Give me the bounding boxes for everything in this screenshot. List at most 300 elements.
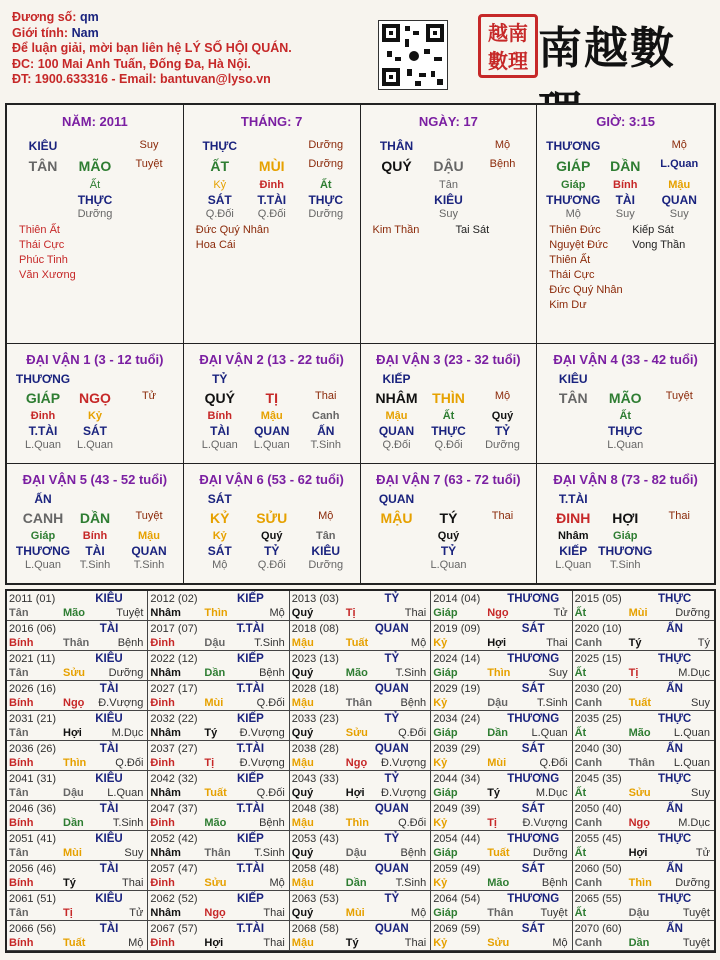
year-branch: Dậu: [628, 907, 650, 919]
hidden-god: T.TÀI: [28, 424, 58, 438]
year-branch: Ngọ: [63, 697, 85, 709]
year-branch: Thân: [204, 847, 231, 859]
year-branch: Tý: [63, 877, 76, 889]
year-god: KIÊU: [95, 593, 123, 605]
phone-email-line: ĐT: 1900.633316 - Email: bantuvan@lyso.vn: [12, 72, 271, 86]
hidden-stem: Đinh: [30, 410, 56, 422]
year-cell: [7, 621, 148, 651]
year-cell: [431, 861, 572, 891]
year-god: SÁT: [521, 743, 545, 755]
pillar-notes: [373, 223, 420, 238]
year-state: Q.Đối: [115, 757, 144, 769]
pillar-month: [184, 105, 361, 343]
gender-label: Giới tính:: [12, 25, 69, 40]
note: Thiên Ất: [19, 224, 60, 236]
pillar-hidden-stem: Ất: [89, 179, 101, 191]
hidden-state: Mộ: [565, 208, 581, 220]
pillar-hidden-stem: Tân: [439, 179, 458, 191]
year-state: Mộ: [410, 907, 427, 919]
hidden-stem: Quý: [491, 410, 514, 422]
hidden-stem: Mậu: [138, 530, 160, 542]
pillar-state: L.Quan: [660, 158, 699, 170]
year-cell: [290, 651, 431, 681]
hidden-state: L.Quan: [253, 439, 290, 451]
year-label: 2055 (45): [574, 833, 622, 845]
dai-van-top: KIÊU: [558, 372, 588, 386]
year-state: M.Dục: [678, 667, 710, 679]
year-state: Q.Đối: [256, 787, 285, 799]
year-branch: Mùi: [345, 907, 365, 919]
year-state: T.Sinh: [395, 877, 427, 889]
year-cell: [7, 801, 148, 831]
dai-van-cell: [184, 464, 361, 583]
year-cell: [573, 621, 714, 651]
year-god: T.TÀI: [236, 923, 265, 935]
dai-van-top: THƯƠNG: [15, 372, 71, 386]
year-branch: Thân: [63, 637, 90, 649]
year-cell: [7, 921, 148, 951]
year-state: Mộ: [269, 877, 285, 889]
year-label: 2051 (41): [9, 833, 57, 845]
dai-van-state: Thai: [668, 510, 690, 522]
hidden-god: TỶ: [264, 544, 280, 558]
year-branch: Mão: [487, 877, 510, 889]
year-god: KIẾP: [236, 893, 264, 905]
year-state: Dưỡng: [532, 847, 568, 859]
pillar-can: QUÝ: [381, 158, 412, 174]
year-stem: Tân: [9, 667, 29, 679]
year-state: T.Sinh: [537, 697, 568, 709]
year-state: T.Sinh: [395, 667, 427, 679]
hidden-state: T.Sinh: [133, 559, 165, 571]
dai-van-can: GIÁP: [25, 390, 61, 406]
hidden-state: Dưỡng: [308, 559, 344, 571]
year-label: 2017 (07): [150, 623, 198, 635]
year-god: ẤN: [666, 623, 683, 635]
year-branch: Tị: [345, 607, 356, 619]
pillar-can: GIÁP: [556, 158, 591, 174]
year-god: THƯƠNG: [507, 773, 560, 785]
hidden-stem: Nhâm: [557, 530, 589, 542]
year-stem: Ất: [574, 847, 587, 859]
year-cell: [290, 921, 431, 951]
year-stem: Kỷ: [433, 877, 448, 889]
dai-van-title: ĐẠI VẬN 1 (3 - 12 tuổi): [26, 352, 164, 367]
year-cell: [573, 591, 714, 621]
year-branch: Thìn: [63, 757, 87, 769]
year-stem: Nhâm: [150, 907, 181, 919]
hidden-stem: Mậu: [260, 410, 283, 422]
hidden-god: THƯƠNG: [598, 544, 653, 558]
dai-van-cell: [361, 344, 538, 463]
year-god: SÁT: [521, 683, 545, 695]
dai-van-top: T.TÀI: [558, 492, 588, 506]
year-state: Tuyệt: [682, 937, 710, 949]
year-stem: Nhâm: [150, 727, 181, 739]
year-state: Tuyệt: [540, 907, 568, 919]
header-info: [12, 10, 292, 88]
year-cell: [7, 861, 148, 891]
year-branch: Thân: [487, 907, 514, 919]
year-branch: Tuất: [487, 847, 510, 859]
note: Văn Xương: [19, 269, 76, 281]
year-stem: Canh: [574, 637, 603, 649]
year-god: THƯƠNG: [507, 593, 560, 605]
year-cell: [148, 801, 289, 831]
year-god: SÁT: [521, 623, 545, 635]
year-cell: [7, 651, 148, 681]
year-state: L.Quan: [531, 727, 568, 739]
year-god: THỰC: [658, 653, 692, 665]
year-state: Thai: [263, 907, 285, 919]
note: Kiếp Sát: [632, 224, 674, 236]
year-stem: Quý: [291, 727, 314, 739]
year-branch: Mão: [345, 667, 368, 679]
pillar-notes-2: [456, 223, 490, 238]
year-stem: Mậu: [291, 757, 314, 769]
year-label: 2053 (43): [291, 833, 339, 845]
year-label: 2020 (10): [574, 623, 622, 635]
year-state: Tử: [553, 607, 568, 619]
pillar-top-left: THỰC: [202, 139, 238, 153]
dai-van-chi: MÃO: [608, 390, 642, 406]
year-cell: [573, 891, 714, 921]
year-label: 2032 (22): [150, 713, 198, 725]
dai-van-title: ĐẠI VẬN 5 (43 - 52 tuổi): [22, 472, 168, 487]
year-label: 2066 (56): [9, 923, 57, 935]
year-god: KIÊU: [95, 833, 123, 845]
dai-van-can: NHÂM: [375, 390, 418, 406]
dai-van-state: Tử: [141, 390, 157, 402]
pillar-hidden-god: THỰC: [77, 193, 113, 207]
hidden-state: L.Quan: [555, 559, 592, 571]
hidden-state: L.Quan: [201, 439, 238, 451]
pillar-notes: [196, 223, 269, 253]
hidden-state: L.Quan: [24, 559, 62, 571]
year-stem: Đinh: [150, 697, 175, 709]
year-label: 2013 (03): [291, 593, 339, 605]
hidden-state: T.Sinh: [310, 439, 342, 451]
note: Thái Cực: [19, 239, 65, 251]
year-cell: [7, 681, 148, 711]
dai-van-chi: DẦN: [79, 510, 111, 526]
dai-van-can: CANH: [22, 510, 64, 526]
year-cell: [290, 711, 431, 741]
year-state: Thai: [546, 637, 568, 649]
gender-value: Nam: [71, 25, 99, 40]
pillar-title: NGÀY: 17: [418, 114, 478, 129]
year-cell: [573, 771, 714, 801]
year-label: 2026 (16): [9, 683, 57, 695]
year-state: L.Quan: [107, 787, 144, 799]
year-god: THỰC: [658, 773, 692, 785]
year-god: SÁT: [521, 863, 545, 875]
year-branch: Tý: [345, 937, 359, 949]
year-branch: Thìn: [204, 607, 228, 619]
brand-logo: 南越數: [538, 23, 676, 74]
year-label: 2045 (35): [574, 773, 622, 785]
year-god: ẤN: [666, 683, 683, 695]
hidden-god: TỶ: [494, 424, 511, 438]
year-god: THƯƠNG: [507, 713, 560, 725]
dai-van-chi: THÌN: [432, 390, 465, 406]
pillar-top-right: Mộ: [671, 139, 687, 151]
dai-van-chi: TỊ: [265, 390, 278, 406]
year-branch: Sửu: [204, 877, 227, 889]
year-label: 2012 (02): [150, 593, 198, 605]
year-cell: [290, 681, 431, 711]
year-stem: Quý: [291, 847, 314, 859]
year-stem: Quý: [291, 607, 314, 619]
pillar-top-left: KIÊU: [28, 139, 58, 153]
year-state: T.Sinh: [254, 637, 285, 649]
year-branch: Mão: [63, 607, 85, 619]
year-label: 2058 (48): [291, 863, 339, 875]
year-god: KIẾP: [236, 833, 264, 845]
year-cell: [431, 801, 572, 831]
year-stem: Nhâm: [150, 607, 181, 619]
year-god: THƯƠNG: [507, 653, 560, 665]
year-god: KIẾP: [236, 593, 264, 605]
year-state: Mộ: [128, 937, 144, 949]
year-stem: Đinh: [150, 637, 175, 649]
year-stem: Kỷ: [433, 697, 448, 709]
hidden-god: SÁT: [207, 193, 232, 207]
year-label: 2016 (06): [9, 623, 57, 635]
year-cell: [148, 621, 289, 651]
year-stem: Giáp: [433, 847, 458, 859]
year-label: 2033 (23): [291, 713, 339, 725]
year-stem: Tân: [9, 787, 29, 799]
year-state: Đ.Vượng: [239, 727, 285, 739]
dai-van-state: Mộ: [494, 390, 511, 402]
year-label: 2014 (04): [433, 593, 481, 605]
hidden-state: L.Quan: [24, 439, 62, 451]
year-cell: [573, 711, 714, 741]
year-state: Thai: [404, 607, 427, 619]
year-state: T.Sinh: [112, 817, 144, 829]
hidden-stem: Quý: [261, 530, 283, 542]
year-label: 2022 (12): [150, 653, 198, 665]
year-label: 2065 (55): [574, 893, 622, 905]
dai-van-title: ĐẠI VẬN 3 (23 - 32 tuổi): [376, 352, 521, 367]
hidden-stem: Ất: [442, 410, 455, 422]
year-stem: Bính: [9, 697, 34, 709]
year-state: Thai: [121, 877, 144, 889]
year-god: THỰC: [658, 593, 692, 605]
year-cell: [573, 921, 714, 951]
year-state: Q.Đối: [398, 727, 427, 739]
year-branch: Dần: [204, 667, 226, 679]
year-state: Đ.Vượng: [239, 757, 285, 769]
pillar-chi: DẦN: [610, 158, 641, 174]
year-branch: Tý: [204, 727, 218, 739]
year-branch: Mùi: [63, 847, 82, 859]
dai-van-top: ẤN: [34, 492, 52, 506]
year-state: Suy: [691, 697, 710, 709]
year-label: 2070 (60): [574, 923, 622, 935]
year-stem: Tân: [9, 607, 29, 619]
year-cell: [431, 681, 572, 711]
year-god: KIẾP: [236, 713, 264, 725]
pillar-day: [361, 105, 538, 343]
year-branch: Tuất: [345, 637, 369, 649]
year-cell: [290, 591, 431, 621]
hidden-stem: Canh: [312, 410, 340, 422]
year-god: QUAN: [374, 863, 409, 875]
year-cell: [148, 741, 289, 771]
year-branch: Tý: [628, 637, 642, 649]
year-stem: Giáp: [433, 787, 458, 799]
year-stem: Giáp: [433, 907, 458, 919]
pillar-top-left: THÂN: [379, 139, 414, 153]
year-god: TỶ: [384, 593, 400, 605]
year-stem: Bính: [9, 877, 34, 889]
year-branch: Dần: [487, 727, 508, 739]
year-god: QUAN: [374, 803, 409, 815]
year-cell: [573, 861, 714, 891]
pillar-chi: DẬU: [433, 158, 464, 174]
year-god: THỰC: [658, 833, 692, 845]
note: Kim Dư: [549, 299, 587, 311]
year-state: Bệnh: [259, 817, 285, 829]
year-label: 2027 (17): [150, 683, 198, 695]
year-god: TỶ: [384, 833, 400, 845]
hidden-stem: Giáp: [30, 530, 56, 542]
hidden-state: Q.Đối: [434, 439, 463, 451]
year-cell: [7, 831, 148, 861]
year-branch: Ngọ: [204, 907, 226, 919]
year-god: KIÊU: [95, 713, 123, 725]
year-cell: [431, 621, 572, 651]
dai-van-can: QUÝ: [204, 390, 235, 406]
year-label: 2056 (46): [9, 863, 57, 875]
year-stem: Canh: [574, 877, 603, 889]
year-stem: Tân: [9, 907, 29, 919]
year-label: 2057 (47): [150, 863, 198, 875]
year-state: Q.Đối: [539, 757, 568, 769]
year-cell: [148, 891, 289, 921]
year-branch: Tị: [204, 757, 215, 769]
hidden-god: THƯƠNG: [15, 544, 71, 558]
hidden-stem: Kỷ: [87, 410, 103, 422]
hidden-stem: Ất: [319, 179, 332, 191]
year-god: KIÊU: [95, 773, 123, 785]
year-branch: Tý: [487, 787, 501, 799]
yearly-luck-table: [5, 589, 716, 953]
year-branch: Thân: [345, 697, 373, 709]
year-branch: Thân: [628, 757, 655, 769]
year-cell: [431, 831, 572, 861]
owner-value: qm: [79, 10, 99, 24]
year-label: 2036 (26): [9, 743, 57, 755]
year-label: 2035 (25): [574, 713, 622, 725]
year-cell: [290, 891, 431, 921]
year-label: 2042 (32): [150, 773, 198, 785]
year-cell: [290, 741, 431, 771]
pillar-title: NĂM: 2011: [62, 114, 128, 129]
year-stem: Kỷ: [433, 637, 448, 649]
hidden-god: QUAN: [254, 424, 290, 438]
year-stem: Canh: [574, 757, 603, 769]
year-label: 2048 (38): [291, 803, 339, 815]
year-stem: Bính: [9, 757, 34, 769]
year-cell: [148, 861, 289, 891]
year-state: Bệnh: [400, 697, 427, 709]
hidden-stem: Đinh: [259, 179, 284, 191]
hidden-state: T.Sinh: [79, 559, 111, 571]
year-stem: Giáp: [433, 667, 458, 679]
hidden-god: THỰC: [607, 424, 643, 438]
hidden-state: L.Quan: [607, 439, 644, 451]
year-branch: Tị: [628, 667, 639, 679]
dai-van-chi: NGỌ: [79, 390, 111, 406]
year-branch: Thìn: [487, 667, 511, 679]
pillar-chi: MÙI: [258, 158, 285, 174]
note: Kim Thần: [372, 224, 420, 236]
year-branch: Hợi: [487, 637, 507, 649]
year-cell: [7, 741, 148, 771]
pillar-hidden-state: Dưỡng: [77, 208, 113, 220]
year-god: QUAN: [374, 683, 409, 695]
year-branch: Ngọ: [487, 607, 509, 619]
year-stem: Bính: [9, 637, 34, 649]
year-label: 2041 (31): [9, 773, 57, 785]
dai-van-cell: [184, 344, 361, 463]
year-cell: [431, 891, 572, 921]
year-state: Suy: [691, 787, 710, 799]
qr-code-icon: [378, 20, 448, 90]
year-cell: [290, 771, 431, 801]
pillar-hidden-state: Suy: [439, 208, 458, 220]
year-stem: Tân: [9, 727, 29, 739]
year-stem: Mậu: [291, 697, 314, 709]
hidden-stem: Kỷ: [213, 179, 227, 191]
year-branch: Sửu: [487, 937, 510, 949]
dai-van-can: TÂN: [558, 390, 588, 406]
year-branch: Sửu: [628, 787, 651, 799]
year-god: KIÊU: [95, 653, 123, 665]
dai-van-can: KỶ: [210, 510, 230, 526]
hidden-state: L.Quan: [430, 559, 467, 571]
year-state: Tử: [129, 907, 144, 919]
pillar-can: TÂN: [28, 158, 58, 174]
hidden-state: Dưỡng: [485, 439, 520, 451]
year-stem: Kỷ: [433, 757, 448, 769]
year-branch: Sửu: [345, 727, 368, 739]
hidden-stem: Ất: [619, 410, 632, 422]
dai-van-top: KIẾP: [382, 372, 411, 386]
year-state: Q.Đối: [256, 697, 285, 709]
note: Đức Quý Nhân: [195, 224, 270, 236]
year-branch: Dậu: [204, 637, 226, 649]
year-stem: Kỷ: [433, 817, 448, 829]
hidden-stem: Giáp: [561, 179, 586, 191]
year-cell: [573, 741, 714, 771]
year-label: 2034 (24): [433, 713, 481, 725]
address-line: ĐC: 100 Mai Anh Tuấn, Đống Đa, Hà Nội.: [12, 56, 251, 71]
year-state: T.Sinh: [254, 847, 285, 859]
year-stem: Mậu: [291, 877, 314, 889]
year-cell: [290, 801, 431, 831]
year-branch: Thìn: [345, 817, 370, 829]
hidden-god: TÀI: [85, 544, 105, 558]
seal-text: 越南 數理: [488, 21, 528, 73]
year-label: 2069 (59): [433, 923, 481, 935]
pillar-hidden-god: KIÊU: [434, 193, 463, 207]
year-label: 2019 (09): [433, 623, 481, 635]
hidden-state: Q.Đối: [382, 439, 411, 451]
